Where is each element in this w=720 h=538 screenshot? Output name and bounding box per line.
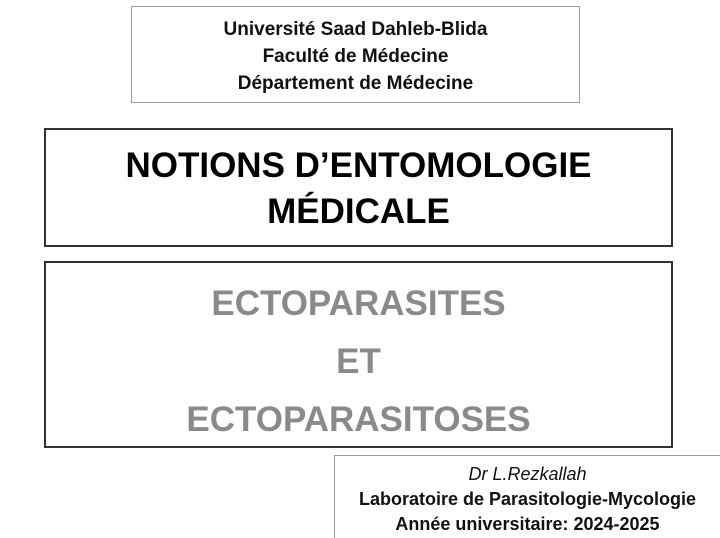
document-subtitle bbox=[44, 261, 673, 448]
department-name: Département de Médecine bbox=[237, 73, 474, 94]
subtitle-line-2: ET bbox=[336, 342, 381, 381]
university-name: Université Saad Dahleb-Blida bbox=[223, 19, 488, 40]
author-info bbox=[334, 455, 720, 538]
subtitle-line-1: ECTOPARASITES bbox=[211, 284, 506, 323]
institution-header bbox=[131, 6, 580, 103]
title-line-1: NOTIONS D’ENTOMOLOGIE bbox=[125, 146, 592, 185]
laboratory-name: Laboratoire de Parasitologie-Mycologie bbox=[358, 489, 697, 509]
faculty-name: Faculté de Médecine bbox=[262, 46, 449, 67]
title-line-2: MÉDICALE bbox=[267, 192, 450, 231]
author-name: Dr L.Rezkallah bbox=[468, 464, 587, 484]
subtitle-line-3: ECTOPARASITOSES bbox=[186, 400, 531, 439]
academic-year: Année universitaire: 2024-2025 bbox=[395, 514, 660, 534]
document-title bbox=[44, 128, 673, 247]
